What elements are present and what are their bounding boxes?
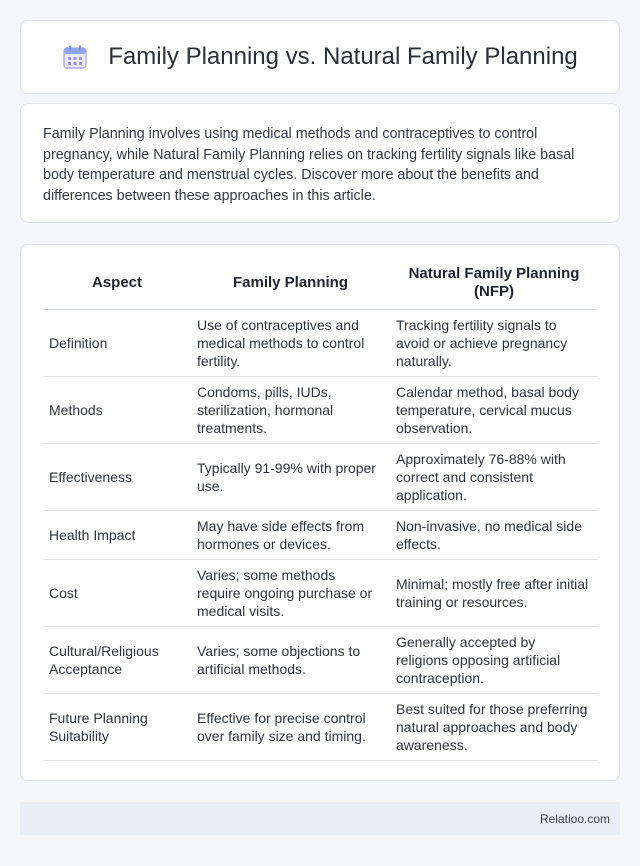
table-row bbox=[43, 309, 598, 376]
header-nfp: Natural Family Planning (NFP) bbox=[390, 257, 598, 309]
calendar-icon bbox=[62, 44, 88, 70]
table-row bbox=[43, 443, 598, 510]
row-family-planning: Use of contraceptives and medical methods to control fertility. bbox=[191, 309, 390, 376]
table-header-row bbox=[43, 257, 598, 309]
row-aspect: Definition bbox=[43, 309, 191, 376]
row-aspect: Effectiveness bbox=[43, 443, 191, 510]
table-row bbox=[43, 510, 598, 559]
table-row bbox=[43, 626, 598, 693]
comparison-table bbox=[43, 257, 598, 761]
row-nfp: Tracking fertility signals to avoid or achieve pregnancy naturally. bbox=[390, 309, 598, 376]
row-aspect: Cost bbox=[43, 559, 191, 626]
row-family-planning: Typically 91-99% with proper use. bbox=[191, 443, 390, 510]
row-nfp: Approximately 76-88% with correct and consistent application. bbox=[390, 443, 598, 510]
page-title: Family Planning vs. Natural Family Planning bbox=[108, 43, 578, 70]
header-family-planning: Family Planning bbox=[191, 257, 390, 309]
row-family-planning: Varies; some methods require ongoing purchase or medical visits. bbox=[191, 559, 390, 626]
footer-brand-link[interactable]: Relatioo.com bbox=[539, 811, 610, 826]
table-row bbox=[43, 559, 598, 626]
row-nfp: Best suited for those preferring natural approaches and body awareness. bbox=[390, 693, 598, 760]
comparison-card bbox=[20, 244, 620, 781]
row-family-planning: Varies; some objections to artificial methods. bbox=[191, 626, 390, 693]
row-family-planning: May have side effects from hormones or devices. bbox=[191, 510, 390, 559]
row-nfp: Non-invasive, no medical side effects. bbox=[390, 510, 598, 559]
row-family-planning: Effective for precise control over family size and timing. bbox=[191, 693, 390, 760]
table-row bbox=[43, 376, 598, 443]
row-aspect: Future Planning Suitability bbox=[43, 693, 191, 760]
footer bbox=[20, 802, 620, 835]
row-aspect: Health Impact bbox=[43, 510, 191, 559]
table-row bbox=[43, 693, 598, 760]
intro-card bbox=[20, 103, 620, 223]
row-aspect: Cultural/Religious Acceptance bbox=[43, 626, 191, 693]
row-nfp: Calendar method, basal body temperature, cervical mucus observation. bbox=[390, 376, 598, 443]
row-nfp: Generally accepted by religions opposing artificial contraception. bbox=[390, 626, 598, 693]
row-nfp: Minimal; mostly free after initial training or resources. bbox=[390, 559, 598, 626]
row-family-planning: Condoms, pills, IUDs, sterilization, hormonal treatments. bbox=[191, 376, 390, 443]
row-aspect: Methods bbox=[43, 376, 191, 443]
intro-text: Family Planning involves using medical methods and contraceptives to control pregnancy, while Natural Family Planning relies on tracking fertility signals like basal body temperature and menstrual cycles. Discover more about the benefits and differences between these approaches in this article. bbox=[43, 126, 575, 204]
title-card bbox=[20, 20, 620, 94]
header-aspect: Aspect bbox=[43, 257, 191, 309]
